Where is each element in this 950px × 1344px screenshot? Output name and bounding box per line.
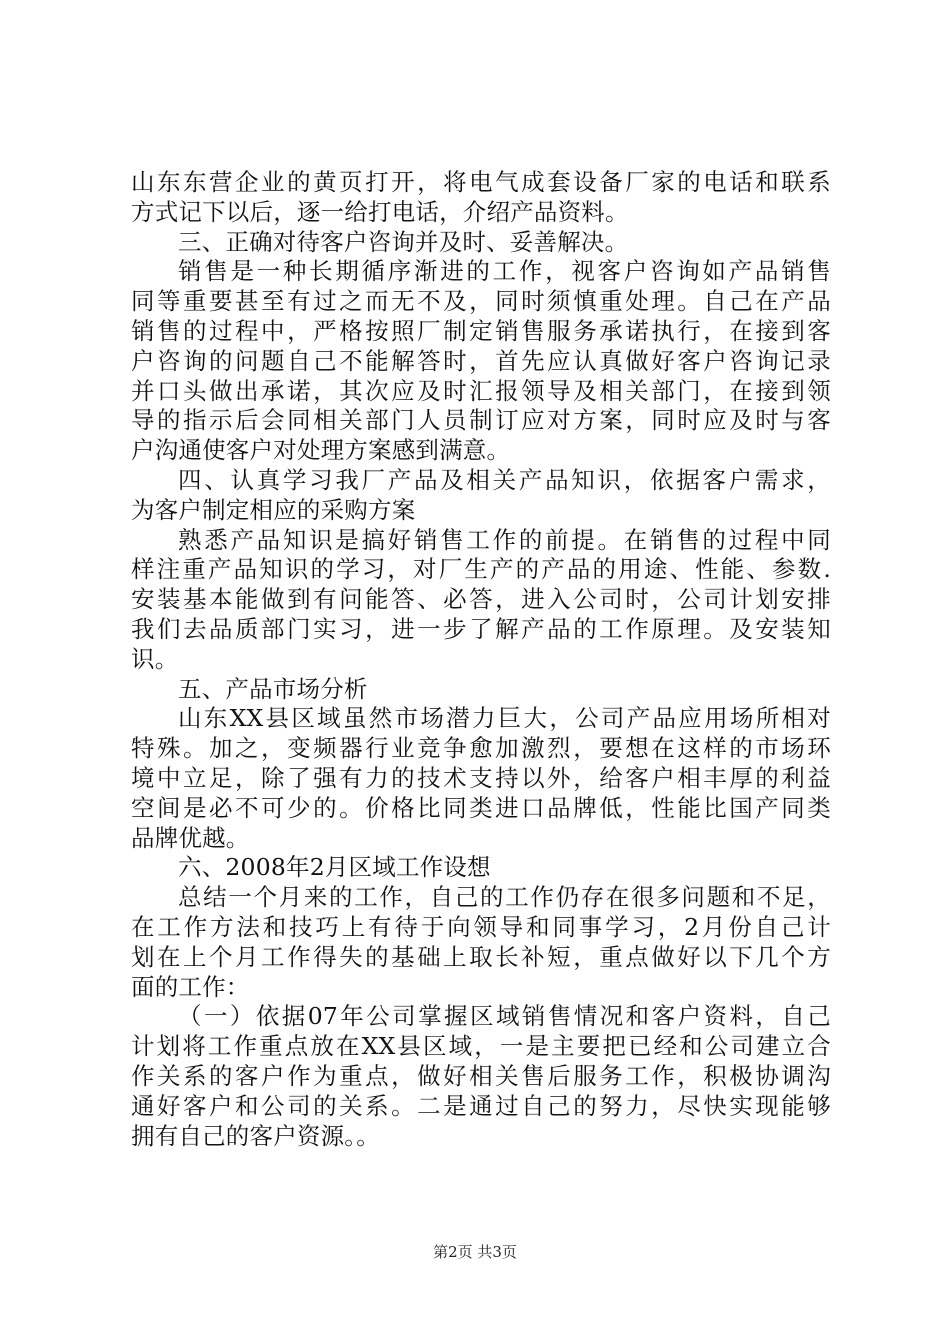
text-line: 品牌优越。 [131, 823, 250, 852]
text-line: 划在上个月工作得失的基础上取长补短，重点做好以下几个方 [131, 942, 831, 971]
text-line: 方式记下以后，逐一给打电话，介绍产品资料。 [131, 197, 629, 226]
section-heading: 为客户制定相应的采购方案 [131, 495, 416, 524]
text-line: 山东XX县区域虽然市场潜力巨大，公司产品应用场所相对 [178, 704, 831, 733]
text-line: 样注重产品知识的学习，对厂生产的产品的用途、性能、参数. [131, 555, 831, 584]
section-heading: 四、认真学习我厂产品及相关产品知识，依据客户需求， [178, 465, 831, 494]
text-line: 在工作方法和技巧上有待于向领导和同事学习，2月份自己计 [131, 912, 831, 941]
text-line: 同等重要甚至有过之而无不及，同时须慎重处理。自己在产品 [131, 287, 831, 316]
text-line: 户咨询的问题自己不能解答时，首先应认真做好客户咨询记录 [131, 346, 831, 375]
section-heading: 五、产品市场分析 [178, 674, 368, 703]
text-line: 山东东营企业的黄页打开，将电气成套设备厂家的电话和联系 [131, 168, 831, 196]
text-line: 空间是必不可少的。价格比同类进口品牌低，性能比国产同类 [131, 793, 831, 822]
text-line: 户沟通使客户对处理方案感到满意。 [131, 436, 511, 465]
text-line: 拥有自己的客户资源。。 [131, 1121, 380, 1150]
page-number-label: 第2页 共3页 [433, 1243, 517, 1261]
text-line: 我们去品质部门实习，进一步了解产品的工作原理。及安装知 [131, 614, 831, 643]
text-line: 销售是一种长期循序渐进的工作，视客户咨询如产品销售 [178, 257, 831, 286]
text-line: 面的工作： [131, 972, 250, 1001]
text-line: 境中立足，除了强有力的技术支持以外，给客户相丰厚的利益 [131, 763, 831, 792]
text-line: 熟悉产品知识是搞好销售工作的前提。在销售的过程中同 [178, 525, 831, 554]
text-line: 总结一个月来的工作，自己的工作仍存在很多问题和不足， [178, 883, 831, 912]
text-line: 通好客户和公司的关系。二是通过自己的努力，尽快实现能够 [131, 1091, 831, 1120]
page-footer [0, 1242, 950, 1262]
text-line: 特殊。加之，变频器行业竞争愈加激烈，要想在这样的市场环 [131, 734, 831, 763]
section-heading: 六、2008年2月区域工作设想 [178, 853, 491, 882]
text-line: 作关系的客户作为重点，做好相关售后服务工作，积极协调沟 [131, 1061, 831, 1090]
text-line: 安装基本能做到有问能答、必答，进入公司时，公司计划安排 [131, 585, 831, 614]
text-line: 并口头做出承诺，其次应及时汇报领导及相关部门，在接到领 [131, 376, 831, 405]
text-line: 销售的过程中，严格按照厂制定销售服务承诺执行，在接到客 [131, 316, 831, 345]
document-body [131, 168, 831, 1151]
section-heading: 三、正确对待客户咨询并及时、妥善解决。 [178, 227, 629, 256]
text-line: 计划将工作重点放在XX县区域，一是主要把已经和公司建立合 [131, 1032, 831, 1061]
text-line: 导的指示后会同相关部门人员制订应对方案，同时应及时与客 [131, 406, 831, 435]
text-line: 识。 [131, 644, 179, 673]
text-line: （一）依据07年公司掌握区域销售情况和客户资料，自己 [178, 1002, 831, 1031]
